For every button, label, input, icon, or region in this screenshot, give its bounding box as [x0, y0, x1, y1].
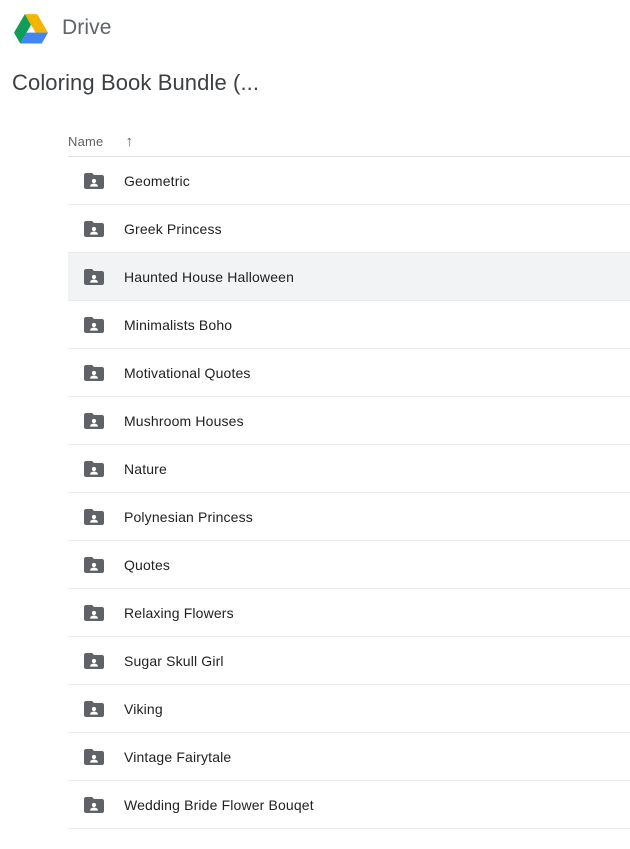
google-drive-logo-icon[interactable]	[12, 11, 50, 45]
file-name-label: Minimalists Boho	[124, 316, 233, 333]
shared-folder-icon	[82, 217, 106, 241]
shared-folder-icon	[82, 649, 106, 673]
table-row[interactable]	[68, 781, 630, 829]
file-name-label: Greek Princess	[124, 220, 222, 237]
shared-folder-icon	[82, 505, 106, 529]
table-row[interactable]	[68, 205, 630, 253]
file-name-label: Haunted House Halloween	[124, 268, 295, 285]
shared-folder-icon	[82, 457, 106, 481]
shared-folder-icon	[82, 745, 106, 769]
table-row[interactable]	[68, 733, 630, 781]
file-rows	[68, 157, 630, 829]
shared-folder-icon	[82, 697, 106, 721]
table-row[interactable]	[68, 157, 630, 205]
shared-folder-icon	[82, 313, 106, 337]
table-row[interactable]	[68, 493, 630, 541]
table-row[interactable]	[68, 301, 630, 349]
shared-folder-icon	[82, 601, 106, 625]
file-name-label: Relaxing Flowers	[124, 604, 234, 621]
file-name-label: Polynesian Princess	[124, 508, 253, 525]
sort-ascending-icon[interactable]: ↑	[125, 132, 133, 150]
file-name-label: Viking	[124, 700, 163, 717]
table-row[interactable]	[68, 253, 630, 301]
shared-folder-icon	[82, 361, 106, 385]
shared-folder-icon	[82, 169, 106, 193]
app-header	[0, 0, 630, 44]
table-row[interactable]	[68, 541, 630, 589]
column-header-name[interactable]: Name	[68, 133, 104, 149]
table-row[interactable]	[68, 637, 630, 685]
table-row[interactable]	[68, 397, 630, 445]
file-name-label: Sugar Skull Girl	[124, 652, 224, 669]
shared-folder-icon	[82, 553, 106, 577]
file-name-label: Motivational Quotes	[124, 364, 251, 381]
file-name-label: Wedding Bride Flower Bouqet	[124, 796, 314, 813]
shared-folder-icon	[82, 265, 106, 289]
shared-folder-icon	[82, 793, 106, 817]
page-title: Coloring Book Bundle (...	[12, 70, 260, 95]
table-row[interactable]	[68, 349, 630, 397]
shared-folder-icon	[82, 409, 106, 433]
file-name-label: Quotes	[124, 556, 171, 573]
table-row[interactable]	[68, 685, 630, 733]
file-name-label: Mushroom Houses	[124, 412, 244, 429]
file-list	[0, 126, 630, 829]
file-name-label: Nature	[124, 460, 167, 477]
file-name-label: Geometric	[124, 172, 190, 189]
app-name-label: Drive	[62, 16, 112, 39]
file-name-label: Vintage Fairytale	[124, 748, 232, 765]
list-column-header	[68, 126, 630, 157]
table-row[interactable]	[68, 589, 630, 637]
table-row[interactable]	[68, 445, 630, 493]
